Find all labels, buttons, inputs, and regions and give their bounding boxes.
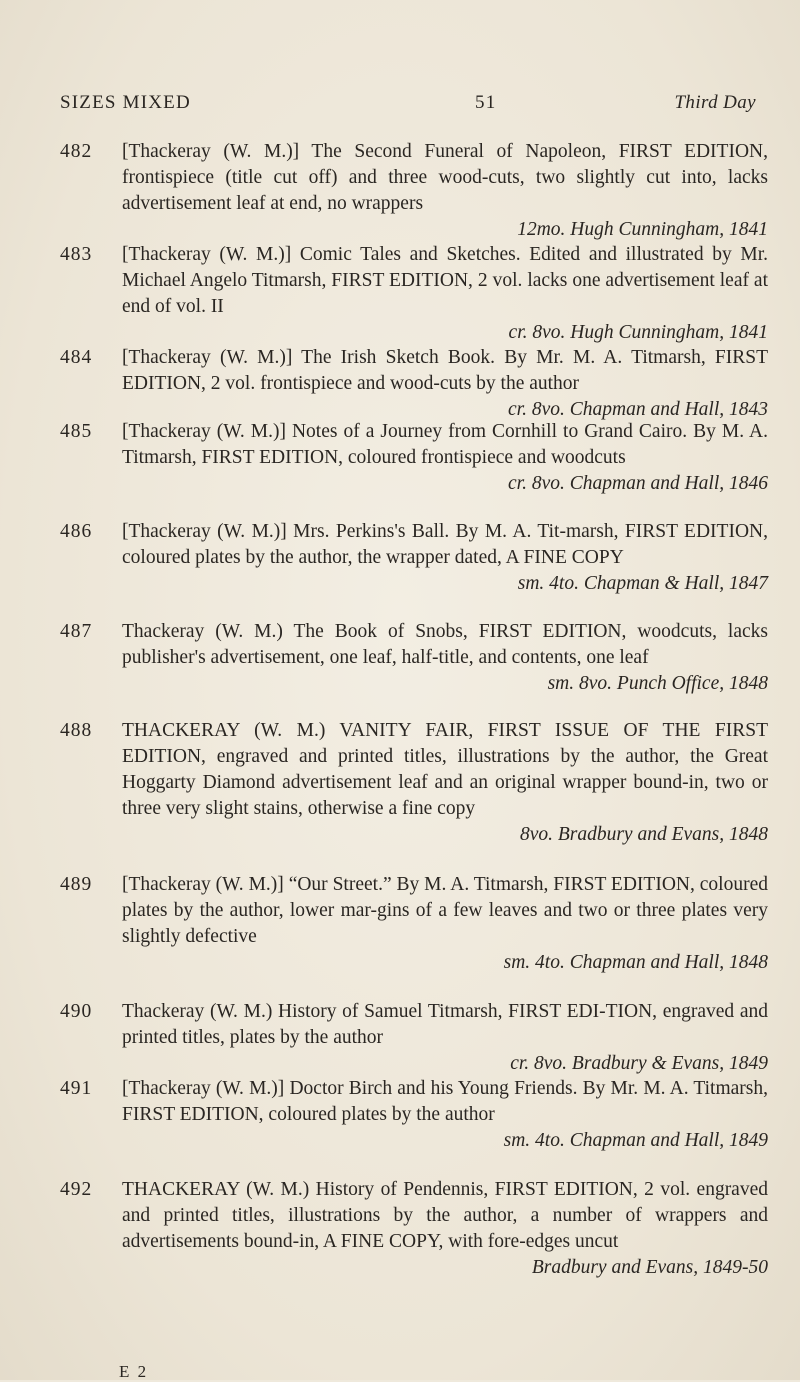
lot-description (122, 718, 768, 848)
lot-number: 489 (60, 874, 93, 895)
lot-imprint: sm. 4to. Chapman and Hall, 1849 (503, 1130, 768, 1151)
lot-text: [Thackeray (W. M.)] The Second Funeral of Napoleon, FIRST EDITION, frontispiece (title cut off) and three wood-cuts, two slightly cut into, lacks advertisement leaf at end, no wrappers (122, 141, 768, 214)
lot-imprint: sm. 4to. Chapman & Hall, 1847 (517, 573, 768, 594)
signature-mark: E 2 (119, 1362, 149, 1381)
lot-imprint: sm. 4to. Chapman and Hall, 1848 (503, 952, 768, 973)
lot-imprint: cr. 8vo. Bradbury & Evans, 1849 (510, 1053, 768, 1074)
lot-text: [Thackeray (W. M.)] Mrs. Perkins's Ball. By M. A. Tit-marsh, FIRST EDITION, coloured plates by the author, the wrapper dated, A FINE COPY (122, 521, 768, 568)
lot-description (122, 242, 768, 346)
lot-imprint: sm. 8vo. Punch Office, 1848 (547, 673, 768, 694)
lot-description (122, 139, 768, 243)
header-left: SIZES MIXED (60, 92, 191, 113)
lot-description (122, 872, 768, 976)
lot-number: 491 (60, 1078, 93, 1099)
lot-number: 483 (60, 244, 93, 265)
lot-description (122, 619, 768, 697)
lot-text: [Thackeray (W. M.)] “Our Street.” By M. A. Titmarsh, FIRST EDITION, coloured plates by the author, lower mar-gins of a few leaves and two or three plates very slightly defective (122, 874, 768, 947)
lot-description (122, 519, 768, 597)
lot-number: 492 (60, 1179, 93, 1200)
lot-imprint: cr. 8vo. Hugh Cunningham, 1841 (508, 322, 768, 343)
lot-description (122, 999, 768, 1077)
lot-description (122, 1177, 768, 1281)
lot-number: 490 (60, 1001, 93, 1022)
lot-text: Thackeray (W. M.) The Book of Snobs, FIRST EDITION, woodcuts, lacks publisher's advertisement, one leaf, half-title, and contents, one leaf (122, 621, 768, 668)
lot-number: 482 (60, 141, 93, 162)
lot-description (122, 419, 768, 497)
running-header (60, 92, 756, 118)
lot-imprint: Bradbury and Evans, 1849-50 (531, 1257, 768, 1278)
lot-imprint: 8vo. Bradbury and Evans, 1848 (519, 824, 768, 845)
page-number: 51 (475, 92, 497, 113)
lot-number: 485 (60, 421, 93, 442)
lot-description (122, 1076, 768, 1154)
lot-text: [Thackeray (W. M.)] Doctor Birch and his Young Friends. By Mr. M. A. Titmarsh, FIRST EDITION, coloured plates by the author (122, 1078, 768, 1125)
lot-imprint: 12mo. Hugh Cunningham, 1841 (517, 219, 768, 240)
lot-text: [Thackeray (W. M.)] Notes of a Journey from Cornhill to Grand Cairo. By M. A. Titmarsh, FIRST EDITION, coloured frontispiece and woodcuts (122, 421, 768, 468)
lot-text: Thackeray (W. M.) History of Samuel Titmarsh, FIRST EDI-TION, engraved and printed titles, plates by the author (122, 1001, 768, 1048)
lot-imprint: cr. 8vo. Chapman and Hall, 1843 (508, 399, 768, 420)
lot-number: 484 (60, 347, 93, 368)
lot-text: [Thackeray (W. M.)] The Irish Sketch Book. By Mr. M. A. Titmarsh, FIRST EDITION, 2 vol. frontispiece and wood-cuts by the author (122, 347, 768, 394)
header-right: Third Day (674, 92, 756, 113)
lot-description (122, 345, 768, 423)
lot-text: THACKERAY (W. M.) VANITY FAIR, FIRST ISSUE OF THE FIRST EDITION, engraved and printed titles, illustrations by the author, the Great Hoggarty Diamond advertisement leaf and an original wrapper bound-in, two or three very slight stains, otherwise a fine copy (122, 720, 768, 819)
lot-number: 488 (60, 720, 93, 741)
lot-imprint: cr. 8vo. Chapman and Hall, 1846 (508, 473, 768, 494)
lot-text: [Thackeray (W. M.)] Comic Tales and Sketches. Edited and illustrated by Mr. Michael Angelo Titmarsh, FIRST EDITION, 2 vol. lacks one advertisement leaf at end of vol. II (122, 244, 768, 317)
lot-text: THACKERAY (W. M.) History of Pendennis, FIRST EDITION, 2 vol. engraved and printed titles, illustrations by the author, a number of wrappers and advertisements bound-in, A FINE COPY, with fore-edges uncut (122, 1179, 768, 1252)
lot-number: 487 (60, 621, 93, 642)
lot-number: 486 (60, 521, 93, 542)
